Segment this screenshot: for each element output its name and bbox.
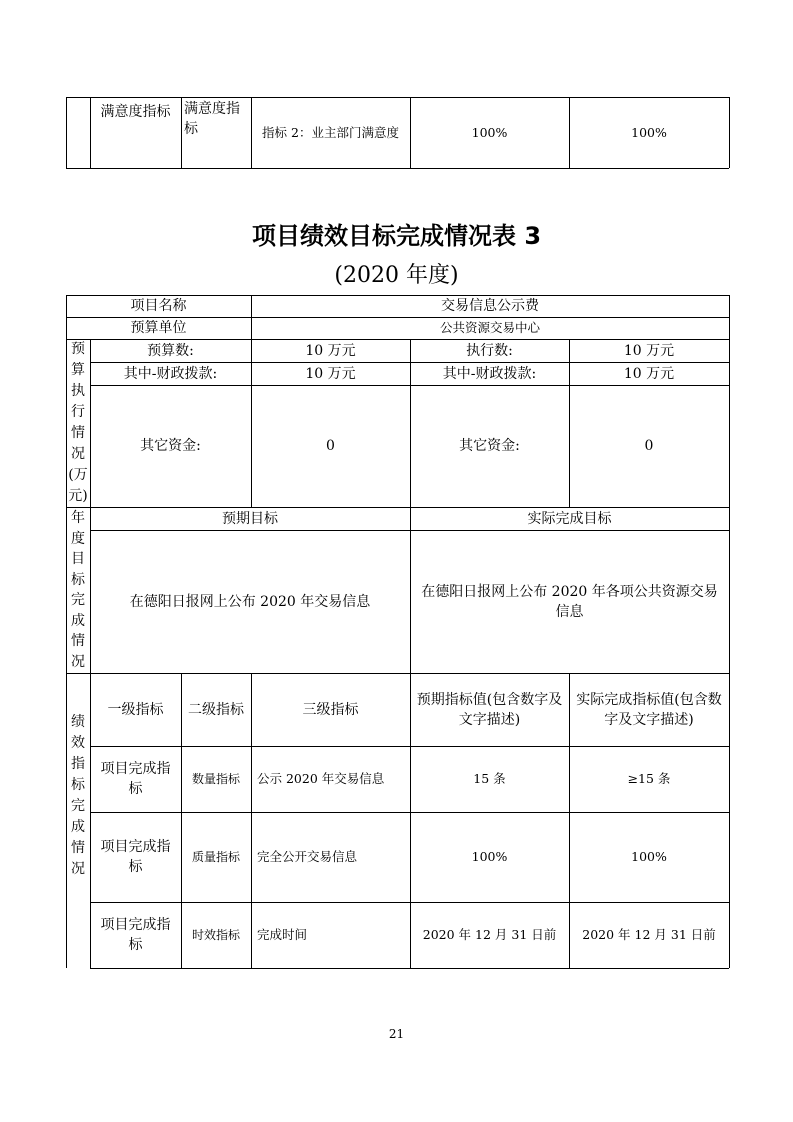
- header-expected: 预期指标值(包含数字及文字描述): [416, 691, 563, 728]
- top-level3-cell: 指标 2：业主部门满意度: [262, 124, 399, 140]
- row2-level1: 项目完成指标: [100, 839, 171, 875]
- header-level1: 一级指标: [107, 701, 164, 718]
- page-number: 21: [388, 1027, 405, 1041]
- row3-actual: 2020 年 12 月 31 日前: [582, 927, 716, 942]
- row2-level3: 完全公开交易信息: [257, 849, 358, 864]
- expected-target-text: 在德阳日报网上公布 2020 年交易信息: [129, 593, 371, 610]
- budget-unit-label: 预算单位: [130, 320, 187, 336]
- fiscal-value: 10 万元: [305, 365, 356, 382]
- actual-target-text: 在德阳日报网上公布 2020 年各项公共资源交易信息: [421, 583, 718, 620]
- performance-section-text: 绩效指标完成情况: [71, 713, 85, 877]
- row1-actual: ≥15 条: [627, 771, 671, 786]
- performance-section-label: [66, 673, 90, 968]
- fiscal-label-2: 其中-财政拨款:: [442, 365, 537, 382]
- fiscal-label: 其中-财政拨款:: [123, 365, 218, 382]
- project-name-label: 项目名称: [130, 298, 187, 314]
- top-actual-cell: 100%: [631, 124, 667, 140]
- budget-amount-value: 10 万元: [305, 342, 356, 359]
- row2-expected: 100%: [471, 849, 508, 864]
- project-name-value: 交易信息公示费: [441, 298, 539, 314]
- annual-section-text: 年度目标完成情况: [71, 510, 85, 670]
- header-actual: 实际完成指标值(包含数字及文字描述): [576, 691, 722, 728]
- row1-level3: 公示 2020 年交易信息: [257, 771, 385, 786]
- page-title: 项目绩效目标完成情况表 3: [251, 222, 542, 250]
- row3-level2: 时效指标: [191, 928, 240, 942]
- other-funds-label-2: 其它资金:: [459, 438, 520, 454]
- header-level2: 二级指标: [188, 701, 244, 718]
- exec-amount-label: 执行数:: [466, 342, 513, 359]
- annual-section-label: [66, 507, 90, 673]
- other-funds-value: 0: [326, 438, 335, 454]
- row1-level1: 项目完成指标: [100, 761, 171, 797]
- row3-level1: 项目完成指标: [100, 917, 171, 953]
- row1-expected: 15 条: [473, 771, 506, 786]
- other-funds-label: 其它资金:: [140, 438, 201, 454]
- row3-level3: 完成时间: [257, 927, 308, 942]
- row2-level2: 质量指标: [191, 850, 240, 864]
- budget-section-text: 预算执行情况(万元): [68, 341, 88, 504]
- budget-amount-label: 预算数:: [147, 342, 194, 359]
- top-level1-cell: 满意度指标: [100, 104, 171, 120]
- top-level2-cell: 满意度指标: [184, 101, 240, 137]
- page-subtitle: (2020 年度): [334, 263, 459, 288]
- row3-expected: 2020 年 12 月 31 日前: [422, 927, 557, 942]
- actual-target-header: 实际完成目标: [527, 510, 612, 527]
- fiscal-value-2: 10 万元: [623, 365, 675, 382]
- header-level3: 三级指标: [302, 701, 359, 718]
- budget-section-label: [66, 339, 90, 507]
- top-expected-cell: 100%: [471, 124, 508, 140]
- exec-amount-value: 10 万元: [623, 342, 675, 359]
- row2-actual: 100%: [631, 849, 667, 864]
- other-funds-value-2: 0: [644, 438, 654, 454]
- row1-level2: 数量指标: [191, 772, 240, 786]
- budget-unit-value: 公共资源交易中心: [439, 320, 540, 335]
- expected-target-header: 预期目标: [222, 510, 278, 527]
